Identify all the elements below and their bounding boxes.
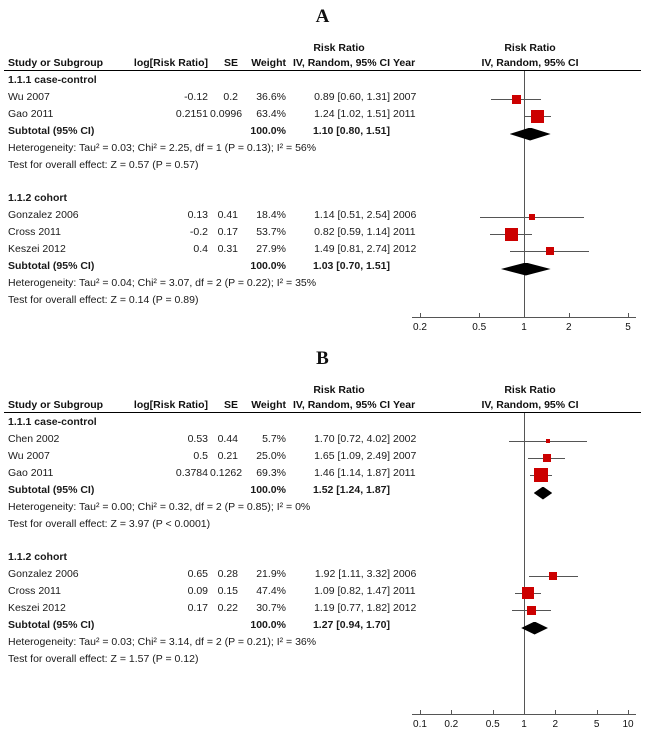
study-effect-marker bbox=[546, 247, 554, 255]
row-study-name: Keszei 2012 bbox=[8, 243, 66, 255]
study-effect-marker bbox=[505, 228, 518, 241]
row-weight: 5.7% bbox=[262, 433, 286, 445]
study-effect-marker bbox=[522, 587, 534, 599]
overall-effect-stat: Test for overall effect: Z = 0.14 (P = 0.89) bbox=[8, 294, 199, 306]
row-weight: 27.9% bbox=[256, 243, 286, 255]
subtotal-label: Subtotal (95% CI) bbox=[8, 260, 95, 272]
x-axis-tick bbox=[479, 313, 480, 318]
row-ci: 1.49 [0.81, 2.74] bbox=[314, 243, 390, 255]
row-se: 0.1262 bbox=[210, 467, 243, 479]
row-study-name: Gonzalez 2006 bbox=[8, 209, 79, 221]
row-year: 2007 bbox=[393, 450, 417, 462]
table-row bbox=[0, 209, 417, 226]
no-effect-line bbox=[524, 413, 525, 714]
row-weight: 53.7% bbox=[256, 226, 286, 238]
table-row bbox=[0, 467, 416, 484]
subtotal-diamond bbox=[521, 622, 548, 635]
row-year: 2012 bbox=[393, 602, 417, 614]
subtotal-weight: 100.0% bbox=[250, 125, 286, 137]
row-year: 2011 bbox=[393, 467, 416, 479]
row-log-rr: -0.12 bbox=[184, 91, 208, 103]
study-effect-marker bbox=[531, 110, 544, 123]
table-row bbox=[0, 450, 417, 467]
row-weight: 30.7% bbox=[256, 602, 286, 614]
row-year: 2006 bbox=[393, 209, 417, 221]
plot-subtitle-model: IV, Random, 95% CI bbox=[481, 399, 579, 411]
column-group-header-risk-ratio: Risk Ratio bbox=[313, 384, 365, 396]
table-row bbox=[0, 243, 417, 260]
panel-b bbox=[0, 342, 645, 742]
row-log-rr: -0.2 bbox=[189, 226, 208, 238]
row-study-name: Wu 2007 bbox=[8, 91, 50, 103]
row-se: 0.2 bbox=[223, 91, 238, 103]
subtotal-weight: 100.0% bbox=[250, 260, 286, 272]
overall-effect-stat: Test for overall effect: Z = 1.57 (P = 0.12) bbox=[8, 653, 199, 665]
overall-effect-stat: Test for overall effect: Z = 3.97 (P < 0.0001) bbox=[8, 518, 211, 530]
row-weight: 69.3% bbox=[256, 467, 286, 479]
study-effect-marker bbox=[529, 214, 535, 220]
x-axis-tick bbox=[524, 710, 525, 715]
column-header-log-risk-ratio: log[Risk Ratio] bbox=[133, 399, 208, 411]
row-study-name: Gonzalez 2006 bbox=[8, 568, 79, 580]
subtotal-diamond bbox=[534, 487, 553, 500]
row-year: 2007 bbox=[393, 91, 417, 103]
row-weight: 36.6% bbox=[256, 91, 286, 103]
x-axis-tick bbox=[555, 710, 556, 715]
row-study-name: Gao 2011 bbox=[8, 108, 54, 120]
x-axis-tick bbox=[569, 313, 570, 318]
row-ci: 0.82 [0.59, 1.14] bbox=[314, 226, 390, 238]
x-axis-tick bbox=[597, 710, 598, 715]
table-row bbox=[0, 568, 417, 585]
study-effect-marker bbox=[546, 439, 550, 443]
row-se: 0.28 bbox=[217, 568, 238, 580]
x-axis-tick-label: 0.2 bbox=[444, 719, 459, 730]
subtotal-diamond bbox=[501, 263, 551, 276]
row-log-rr: 0.13 bbox=[187, 209, 208, 221]
subtotal-ci: 1.03 [0.70, 1.51] bbox=[312, 260, 390, 272]
no-effect-line bbox=[524, 71, 525, 317]
subtotal-row bbox=[0, 125, 412, 142]
subtotal-row bbox=[0, 484, 412, 501]
x-axis-tick-label: 2 bbox=[552, 719, 559, 730]
row-study-name: Cross 2011 bbox=[8, 226, 61, 238]
column-header-weight: Weight bbox=[251, 57, 286, 69]
row-ci: 1.70 [0.72, 4.02] bbox=[314, 433, 390, 445]
heterogeneity-stat: Heterogeneity: Tau² = 0.03; Chi² = 3.14, df = 2 (P = 0.21); I² = 36% bbox=[8, 636, 317, 648]
column-group-header-risk-ratio: Risk Ratio bbox=[313, 42, 365, 54]
plot-subtitle-model: IV, Random, 95% CI bbox=[481, 57, 579, 69]
row-weight: 21.9% bbox=[256, 568, 286, 580]
row-year: 2012 bbox=[393, 243, 417, 255]
row-study-name: Gao 2011 bbox=[8, 467, 54, 479]
header-rule bbox=[4, 70, 641, 71]
row-ci: 1.65 [1.09, 2.49] bbox=[314, 450, 390, 462]
row-study-name: Wu 2007 bbox=[8, 450, 50, 462]
row-se: 0.15 bbox=[217, 585, 238, 597]
column-header-weight: Weight bbox=[251, 399, 286, 411]
panel-label-b: B bbox=[316, 348, 329, 369]
row-log-rr: 0.3784 bbox=[175, 467, 208, 479]
row-weight: 63.4% bbox=[256, 108, 286, 120]
row-year: 2011 bbox=[393, 226, 416, 238]
column-header-study: Study or Subgroup bbox=[8, 399, 104, 411]
heterogeneity-stat: Heterogeneity: Tau² = 0.00; Chi² = 0.32, df = 2 (P = 0.85); I² = 0% bbox=[8, 501, 311, 513]
row-ci: 1.14 [0.51, 2.54] bbox=[314, 209, 390, 221]
subtotal-label: Subtotal (95% CI) bbox=[8, 484, 95, 496]
x-axis-tick-label: 1 bbox=[521, 322, 527, 333]
column-header-study: Study or Subgroup bbox=[8, 57, 104, 69]
row-ci: 0.89 [0.60, 1.31] bbox=[314, 91, 390, 103]
x-axis-tick-label: 0.5 bbox=[472, 322, 487, 333]
row-study-name: Chen 2002 bbox=[8, 433, 60, 445]
row-study-name: Cross 2011 bbox=[8, 585, 61, 597]
study-effect-marker bbox=[527, 606, 536, 615]
subgroup-header: 1.1.2 cohort bbox=[8, 192, 67, 204]
table-row bbox=[0, 433, 417, 450]
row-weight: 25.0% bbox=[256, 450, 286, 462]
row-se: 0.31 bbox=[217, 243, 238, 255]
subgroup-header: 1.1.1 case-control bbox=[8, 74, 97, 86]
subtotal-weight: 100.0% bbox=[250, 619, 286, 631]
x-axis-tick bbox=[451, 710, 452, 715]
row-ci: 1.24 [1.02, 1.51] bbox=[314, 108, 390, 120]
row-log-rr: 0.53 bbox=[187, 433, 208, 445]
subtotal-label: Subtotal (95% CI) bbox=[8, 125, 95, 137]
table-row bbox=[0, 91, 417, 108]
header-rule bbox=[4, 412, 641, 413]
table-row bbox=[0, 108, 416, 125]
row-se: 0.21 bbox=[217, 450, 238, 462]
row-study-name: Keszei 2012 bbox=[8, 602, 66, 614]
study-effect-marker bbox=[543, 454, 551, 462]
heterogeneity-stat: Heterogeneity: Tau² = 0.04; Chi² = 3.07, df = 2 (P = 0.22); I² = 35% bbox=[8, 277, 317, 289]
panel-label-a: A bbox=[315, 6, 330, 27]
row-se: 0.0996 bbox=[210, 108, 243, 120]
x-axis-tick bbox=[524, 313, 525, 318]
panel-a bbox=[0, 0, 645, 342]
x-axis-tick bbox=[628, 313, 629, 318]
row-se: 0.17 bbox=[217, 226, 238, 238]
row-se: 0.22 bbox=[217, 602, 238, 614]
plot-title-risk-ratio: Risk Ratio bbox=[504, 42, 556, 54]
row-log-rr: 0.09 bbox=[187, 585, 208, 597]
subtotal-ci: 1.27 [0.94, 1.70] bbox=[312, 619, 390, 631]
row-log-rr: 0.5 bbox=[193, 450, 208, 462]
heterogeneity-stat: Heterogeneity: Tau² = 0.03; Chi² = 2.25, df = 1 (P = 0.13); I² = 56% bbox=[8, 142, 317, 154]
row-weight: 18.4% bbox=[256, 209, 286, 221]
subtotal-row bbox=[0, 619, 412, 636]
x-axis-tick-label: 0.2 bbox=[413, 322, 427, 333]
row-ci: 1.19 [0.77, 1.82] bbox=[314, 602, 390, 614]
subtotal-ci: 1.10 [0.80, 1.51] bbox=[312, 125, 390, 137]
row-log-rr: 0.65 bbox=[187, 568, 208, 580]
row-log-rr: 0.4 bbox=[193, 243, 208, 255]
study-effect-marker bbox=[534, 468, 548, 482]
table-row bbox=[0, 585, 416, 602]
row-year: 2002 bbox=[393, 433, 417, 445]
x-axis-tick-label: 0.5 bbox=[485, 719, 500, 730]
row-ci: 1.46 [1.14, 1.87] bbox=[314, 467, 390, 479]
x-axis-tick bbox=[493, 710, 494, 715]
subtotal-weight: 100.0% bbox=[250, 484, 286, 496]
row-year: 2011 bbox=[393, 108, 416, 120]
column-header-ci: IV, Random, 95% CI bbox=[292, 399, 390, 411]
x-axis-tick-label: 5 bbox=[625, 322, 631, 333]
row-log-rr: 0.17 bbox=[187, 602, 208, 614]
row-ci: 1.92 [1.11, 3.32] bbox=[314, 568, 390, 580]
subtotal-diamond bbox=[510, 128, 551, 141]
row-year: 2011 bbox=[393, 585, 416, 597]
row-ci: 1.09 [0.82, 1.47] bbox=[314, 585, 390, 597]
x-axis-tick bbox=[628, 710, 629, 715]
subtotal-ci: 1.52 [1.24, 1.87] bbox=[312, 484, 390, 496]
plot-title-risk-ratio: Risk Ratio bbox=[504, 384, 556, 396]
study-effect-marker bbox=[549, 572, 557, 580]
column-header-log-risk-ratio: log[Risk Ratio] bbox=[133, 57, 208, 69]
overall-effect-stat: Test for overall effect: Z = 0.57 (P = 0.57) bbox=[8, 159, 199, 171]
x-axis-tick-label: 10 bbox=[622, 719, 634, 730]
x-axis-tick bbox=[420, 710, 421, 715]
column-header-se: SE bbox=[223, 399, 238, 411]
row-log-rr: 0.2151 bbox=[175, 108, 208, 120]
x-axis-tick bbox=[420, 313, 421, 318]
x-axis-tick-label: 1 bbox=[521, 719, 527, 730]
study-effect-marker bbox=[512, 95, 521, 104]
row-year: 2006 bbox=[393, 568, 417, 580]
subtotal-label: Subtotal (95% CI) bbox=[8, 619, 95, 631]
table-row bbox=[0, 602, 417, 619]
x-axis-tick-label: 5 bbox=[593, 719, 600, 730]
x-axis-tick-label: 2 bbox=[566, 322, 572, 333]
column-header-ci: IV, Random, 95% CI bbox=[292, 57, 390, 69]
subtotal-row bbox=[0, 260, 412, 277]
subgroup-header: 1.1.1 case-control bbox=[8, 416, 97, 428]
column-header-year: Year bbox=[393, 57, 416, 69]
row-se: 0.41 bbox=[217, 209, 238, 221]
row-se: 0.44 bbox=[217, 433, 238, 445]
column-header-se: SE bbox=[223, 57, 238, 69]
x-axis-tick-label: 0.1 bbox=[413, 719, 427, 730]
subgroup-header: 1.1.2 cohort bbox=[8, 551, 67, 563]
table-row bbox=[0, 226, 416, 243]
row-weight: 47.4% bbox=[256, 585, 286, 597]
column-header-year: Year bbox=[393, 399, 416, 411]
